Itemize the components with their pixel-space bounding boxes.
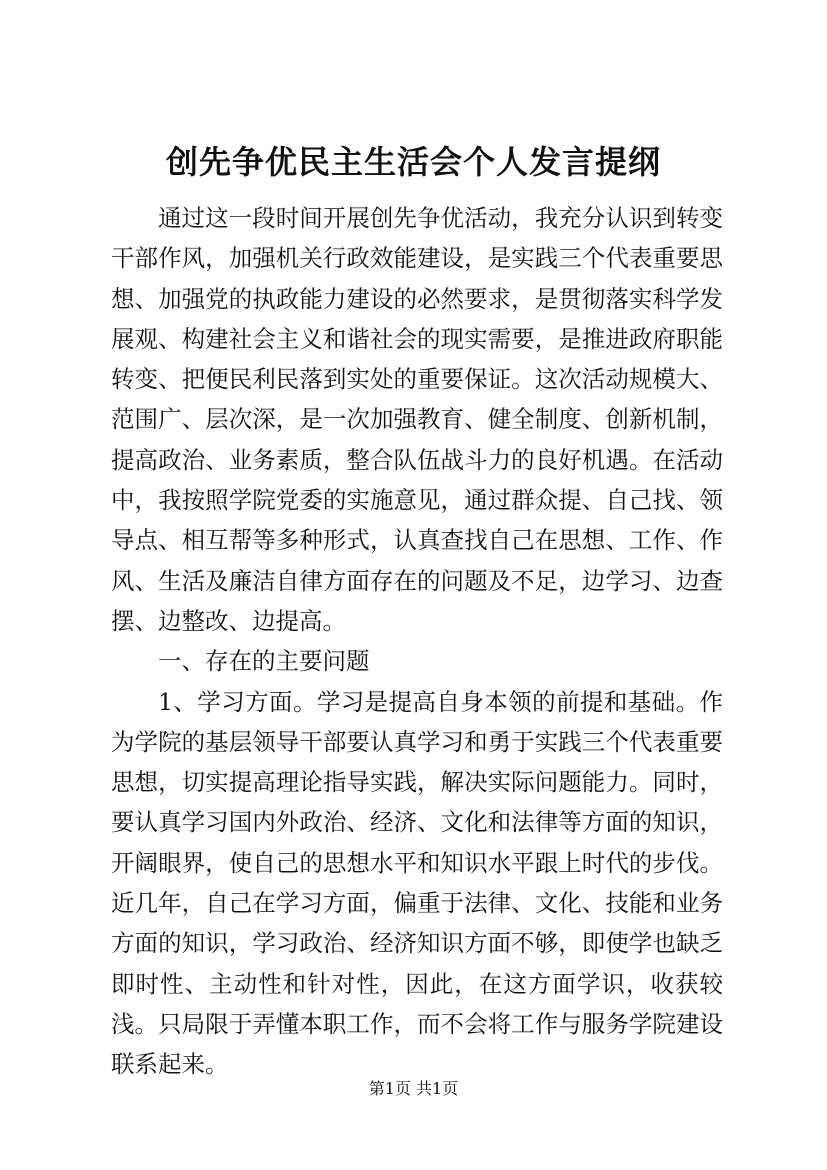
document-title: 创先争优民主生活会个人发言提纲 (165, 143, 661, 181)
page-footer: 第1页 共1页 (368, 1079, 459, 1098)
paragraph-study: 1、学习方面。学习是提高自身本领的前提和基础。作为学院的基层领导干部要认真学习和勇于实践三个代表重要思想，切实提高理论指导实践，解决实际问题能力。同时，要认真学习国内外政治、经济、文化和法律等方面的知识，开阔眼界，使自己的思想水平和知识水平跟上时代的步伐。近几年，自己在学习方面，偏重于法律、文化、技能和业务方面的知识，学习政治、经济知识方面不够，即使学也缺乏即时性、主动性和针对性，因此，在这方面学识，收获较浅。只局限于弄懂本职工作，而不会将工作与服务学院建设联系起来。 (111, 687, 723, 1079)
section-heading: 一、存在的主要问题 (158, 647, 370, 676)
paragraph-intro: 通过这一段时间开展创先争优活动，我充分认识到转变干部作风，加强机关行政效能建设，是实践三个代表重要思想、加强党的执政能力建设的必然要求，是贯彻落实科学发展观、构建社会主义和谐社会的现实需要，是推进政府职能转变、把便民利民落到实处的重要保证。这次活动规模大、范围广、层次深，是一次加强教育、健全制度、创新机制，提高政治、业务素质，整合队伍战斗力的良好机遇。在活动中，我按照学院党委的实施意见，通过群众提、自己找、领导点、相互帮等多种形式，认真查找自己在思想、工作、作风、生活及廉洁自律方面存在的问题及不足，边学习、边查摆、边整改、边提高。 (111, 204, 723, 635)
document-body (111, 198, 723, 1085)
